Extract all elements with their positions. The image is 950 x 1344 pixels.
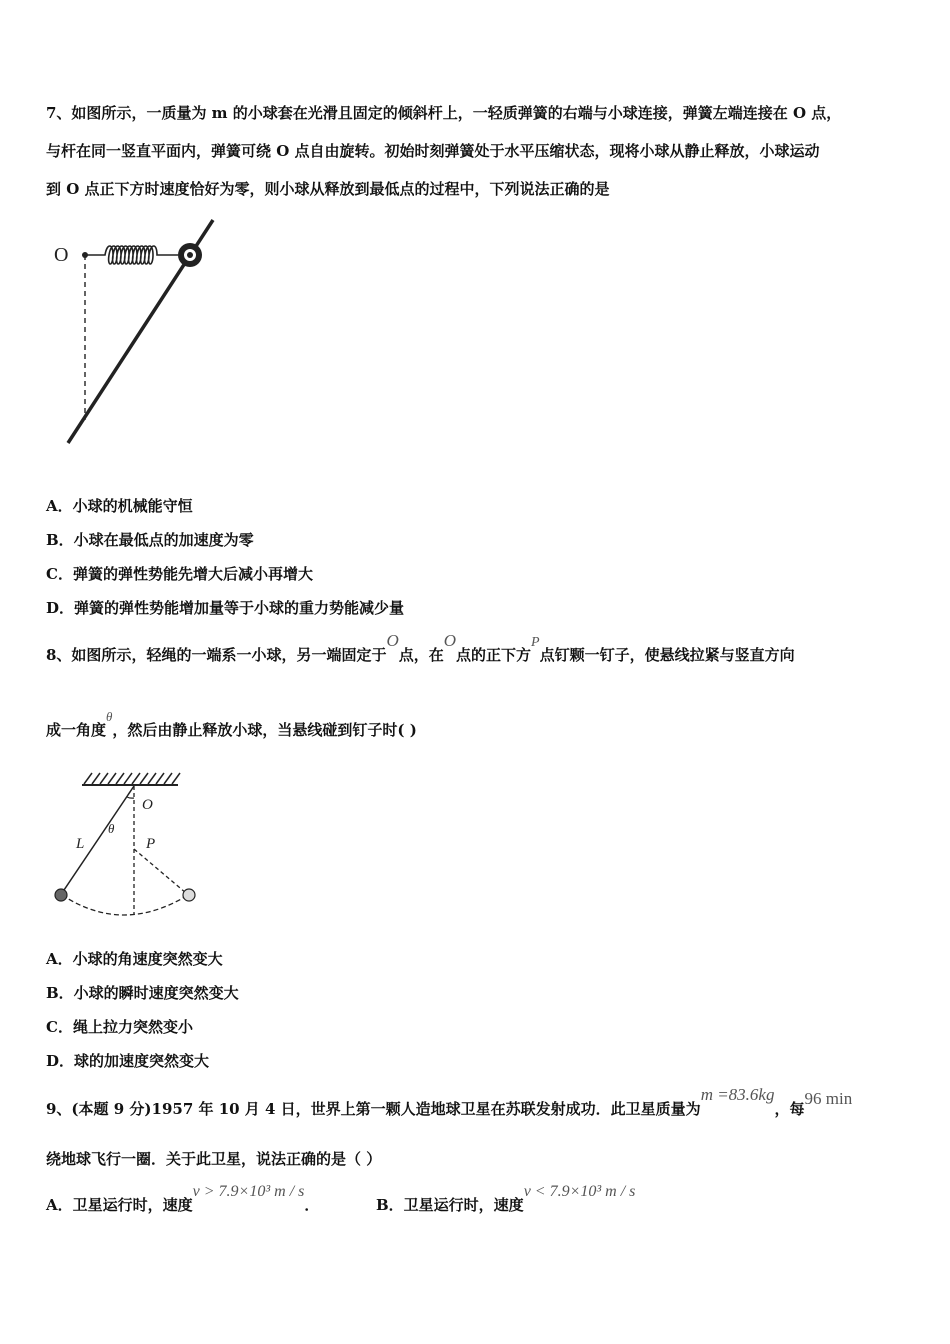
q8-symbol-o: O: [386, 631, 399, 650]
q7-stem-line1: 7、如图所示，一质量为 m 的小球套在光滑且固定的倾斜杆上，一轻质弹簧的右端与小球连接，弹簧左端连接在 O 点，: [46, 104, 842, 122]
q8-symbol-p: P: [531, 635, 540, 650]
q9-option-a: A．卫星运行时，速度v > 7.9×10³ m / s．: [46, 1183, 320, 1214]
q7-option-b: B．小球在最低点的加速度为零: [46, 531, 254, 549]
q7-spring-rod-figure: [50, 215, 225, 450]
q7-spring: [85, 246, 178, 264]
q8-figure-label-o: O: [142, 797, 153, 813]
q8-symbol-theta: θ: [106, 709, 113, 724]
q8-string: [62, 786, 134, 893]
q8-option-a: A．小球的角速度突然变大: [46, 950, 223, 968]
q8-stem-line1: 8、如图所示，轻绳的一端系一小球，另一端固定于O点，在O点的正下方P点钉颗一钉子，使悬线拉紧与竖直方向: [46, 631, 795, 664]
q9-stem-line2: 绕地球飞行一圈．关于此卫星，说法正确的是（ ）: [46, 1150, 382, 1168]
q9-option-b-formula: v < 7.9×10³ m / s: [523, 1183, 636, 1200]
q7-stem-line3: 到 O 点正下方时速度恰好为零，则小球从释放到最低点的过程中，下列说法正确的是: [46, 180, 610, 198]
q8-string-after-nail: [134, 849, 186, 893]
q8-swing-path: [62, 895, 188, 915]
q9-mass: m =83.6kg: [700, 1085, 775, 1104]
q9-stem-line1: 9、(本题 9 分)1957 年 10 月 4 日，世界上第一颗人造地球卫星在苏联发射成功．此卫星质量为m =83.6kg，每96 min: [46, 1085, 853, 1118]
q7-option-c: C．弹簧的弹性势能先增大后减小再增大: [46, 565, 313, 583]
q8-option-b: B．小球的瞬时速度突然变大: [46, 984, 239, 1002]
q7-option-a: A．小球的机械能守恒: [46, 497, 193, 515]
q8-figure-label-theta: θ: [108, 821, 115, 836]
q8-option-c: C．绳上拉力突然变小: [46, 1018, 193, 1036]
q8-symbol-o: O: [443, 631, 457, 650]
q8-ball-left: [55, 889, 67, 901]
q8-ceiling-hatching: [84, 773, 180, 784]
q8-figure-label-p: P: [146, 836, 156, 852]
q8-angle-arc: [127, 797, 134, 798]
q8-ball-right: [183, 889, 195, 901]
q7-stem-line2: 与杆在同一竖直平面内，弹簧可绕 O 点自由旋转。初始时刻弹簧处于水平压缩状态，现将小球从静止释放，小球运动: [46, 142, 820, 160]
q7-option-d: D．弹簧的弹性势能增加量等于小球的重力势能减少量: [46, 599, 405, 617]
q8-pendulum-figure: [48, 765, 198, 925]
q8-option-d: D．球的加速度突然变大: [46, 1052, 210, 1070]
q9-period: 96 min: [804, 1089, 853, 1108]
q9-option-b: B．卫星运行时，速度v < 7.9×10³ m / s: [376, 1183, 636, 1214]
q7-figure-label-o: O: [54, 244, 69, 266]
q8-figure-label-l: L: [76, 836, 85, 852]
q9-option-a-formula: v > 7.9×10³ m / s: [192, 1183, 305, 1200]
q8-stem-line2: 成一角度θ，然后由静止释放小球，当悬线碰到钉子时( ): [46, 709, 417, 739]
